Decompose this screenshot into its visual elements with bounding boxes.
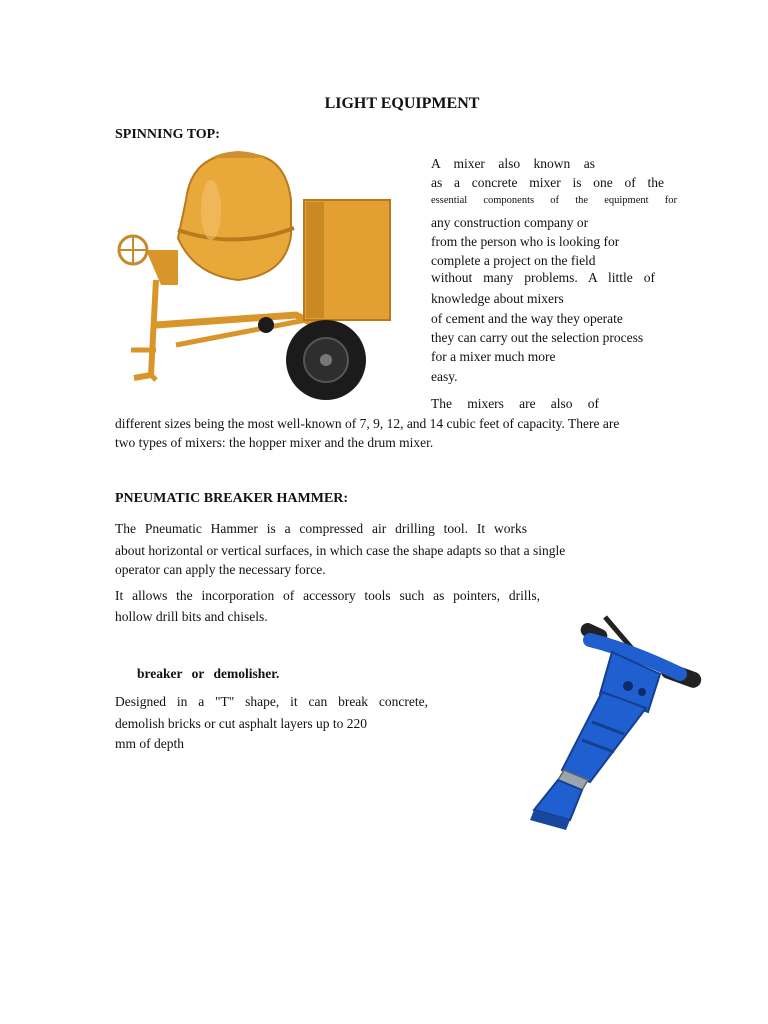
page-title: LIGHT EQUIPMENT (324, 95, 480, 112)
concrete-mixer-image (116, 150, 394, 406)
hammer-para1-line-2: about horizontal or vertical surfaces, in which case the shape adapts so that a single (115, 543, 566, 558)
mixer-sizes-line-2: different sizes being the most well-known of 7, 9, 12, and 14 cubic feet of capacity. There are (115, 416, 620, 431)
hammer-para1-line-1: The Pneumatic Hammer is a compressed air drilling tool. It works (115, 521, 527, 536)
hammer-para2-line-2: hollow drill bits and chisels. (115, 609, 268, 624)
hammer-para3-line-2: demolish bricks or cut asphalt layers up to 220 (115, 716, 367, 731)
mixer-text-line-2: as a concrete mixer is one of the (431, 175, 664, 190)
section-heading-spinning-top: SPINNING TOP: (115, 127, 220, 142)
mixer-text-line-4: any construction company or (431, 215, 589, 230)
mixer-text-line-12: easy. (431, 369, 458, 384)
mixer-text-line-7: without many problems. A little of (431, 270, 655, 285)
hammer-para1-line-3: operator can apply the necessary force. (115, 562, 326, 577)
mixer-text-line-11: for a mixer much more (431, 349, 556, 364)
subheading-breaker: breaker or demolisher. (137, 666, 280, 681)
pneumatic-hammer-image (520, 612, 710, 837)
mixer-text-line-5: from the person who is looking for (431, 234, 620, 249)
hammer-para3-line-3: mm of depth (115, 736, 184, 751)
mixer-text-line-10: they can carry out the selection process (431, 330, 644, 345)
mixer-text-line-6: complete a project on the field (431, 253, 596, 268)
mixer-sizes-line-1: The mixers are also of (431, 396, 599, 411)
hammer-para3-line-1: Designed in a "T" shape, it can break concrete, (115, 694, 428, 709)
mixer-text-line-8: knowledge about mixers (431, 291, 564, 306)
mixer-text-line-3: essential components of the equipment for (431, 195, 677, 206)
mixer-text-line-1: A mixer also known as (431, 156, 595, 171)
mixer-text-line-9: of cement and the way they operate (431, 311, 623, 326)
mixer-sizes-line-3: two types of mixers: the hopper mixer and the drum mixer. (115, 435, 434, 450)
section-heading-pneumatic-hammer: PNEUMATIC BREAKER HAMMER: (115, 491, 349, 506)
hammer-para2-line-1: It allows the incorporation of accessory tools such as pointers, drills, (115, 588, 540, 603)
